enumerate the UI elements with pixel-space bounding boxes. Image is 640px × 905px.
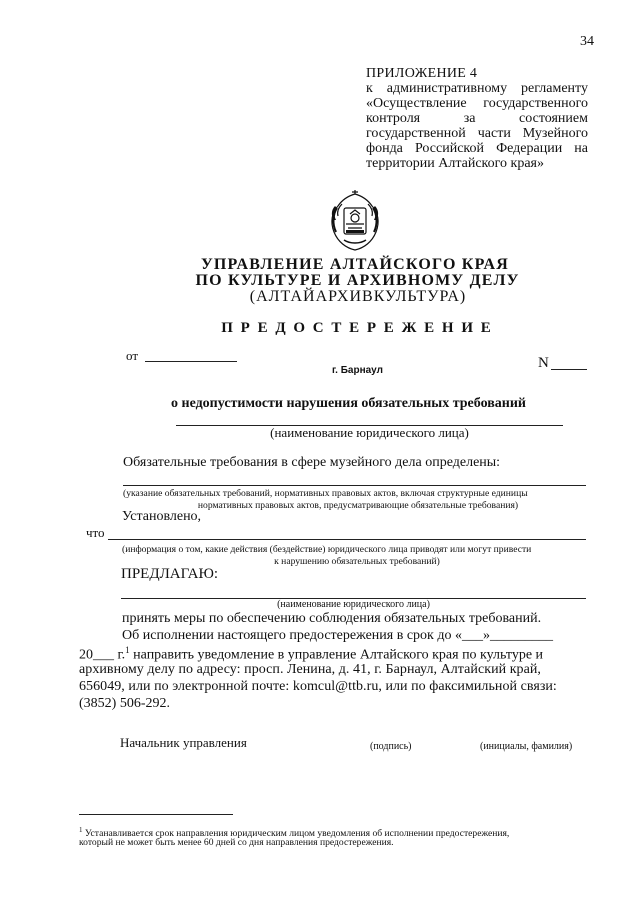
measures-text: принять меры по обеспечению соблюдения обязательных требований. [122, 611, 542, 626]
footnote-separator [79, 814, 233, 815]
subject-title: о недопустимости нарушения обязательных требований [171, 396, 526, 411]
footnote-reference: 1 [125, 645, 130, 655]
execution-line2-text: направить уведомление в управление Алтайского края по культуре и [129, 647, 544, 663]
page-number: 34 [580, 34, 594, 49]
established-field-line [108, 539, 586, 540]
signature-name-caption: (инициалы, фамилия) [480, 741, 573, 752]
altai-coat-of-arms-emblem [328, 190, 382, 252]
info-caption-line1: (информация о том, какие действия (бездействие) юридического лица приводят или могут привести [122, 544, 532, 555]
info-caption-line2: к нарушению обязательных требований) [274, 556, 440, 567]
document-type-title: П Р Е Д О С Т Е Р Е Ж Е Н И Е [221, 320, 493, 336]
established-label: Установлено, [122, 509, 202, 524]
execution-line1: Об исполнении настоящего предостережения в срок до «___»_________ [122, 628, 553, 643]
execution-line2 [79, 645, 543, 664]
execution-line3: архивному делу по адресу: просп. Ленина, д. 41, г. Барнаул, Алтайский край, [79, 662, 541, 677]
appendix-title: ПРИЛОЖЕНИЕ 4 [366, 66, 478, 81]
execution-line5: (3852) 506-292. [79, 696, 170, 711]
execution-year: 20___ г. [79, 647, 126, 663]
footnote-text-line1: Устанавливается срок направления юридическим лицом уведомления об исполнении предостережения, [84, 828, 510, 840]
signature-position: Начальник управления [120, 735, 247, 750]
footnote-mark: 1 [79, 826, 83, 834]
org-abbreviation: (АЛТАЙАРХИВКУЛЬТУРА) [249, 288, 467, 305]
entity-name-caption: (наименование юридического лица) [270, 425, 469, 440]
org-name-line2: ПО КУЛЬТУРЕ И АРХИВНОМУ ДЕЛУ [195, 272, 520, 289]
that-label: что [86, 525, 105, 540]
date-field-line [145, 361, 237, 362]
requirements-caption-line1: (указание обязательных требований, нормативных правовых актов, включая структурные единицы [123, 488, 528, 499]
number-label: N [538, 355, 549, 371]
propose-label: ПРЕДЛАГАЮ: [121, 566, 219, 582]
org-name-line1: УПРАВЛЕНИЕ АЛТАЙСКОГО КРАЯ [200, 256, 510, 273]
appendix-body: к административному регламенту «Осуществление государственного контроля за состоянием государственной части Музейного фонда Российской Федерации на территории Алтайского края» [366, 81, 588, 171]
requirements-field-line [123, 485, 586, 486]
number-field-line [551, 369, 587, 370]
appendix-block [366, 66, 588, 171]
execution-line4: 656049, или по электронной почте: komcul@ttb.ru, или по факсимильной связи: [79, 679, 557, 694]
from-label: от [126, 348, 139, 363]
propose-entity-caption: (наименование юридического лица) [277, 599, 430, 610]
signature-sign-caption: (подпись) [370, 741, 412, 752]
footnote-line2: который не может быть менее 60 дней со дня направления предостережения. [79, 837, 394, 848]
city-label: г. Барнаул [332, 365, 383, 376]
requirements-caption-line2: нормативных правовых актов, предусматривающие обязательные требования) [197, 500, 519, 511]
requirements-intro: Обязательные требования в сфере музейного дела определены: [123, 455, 501, 470]
